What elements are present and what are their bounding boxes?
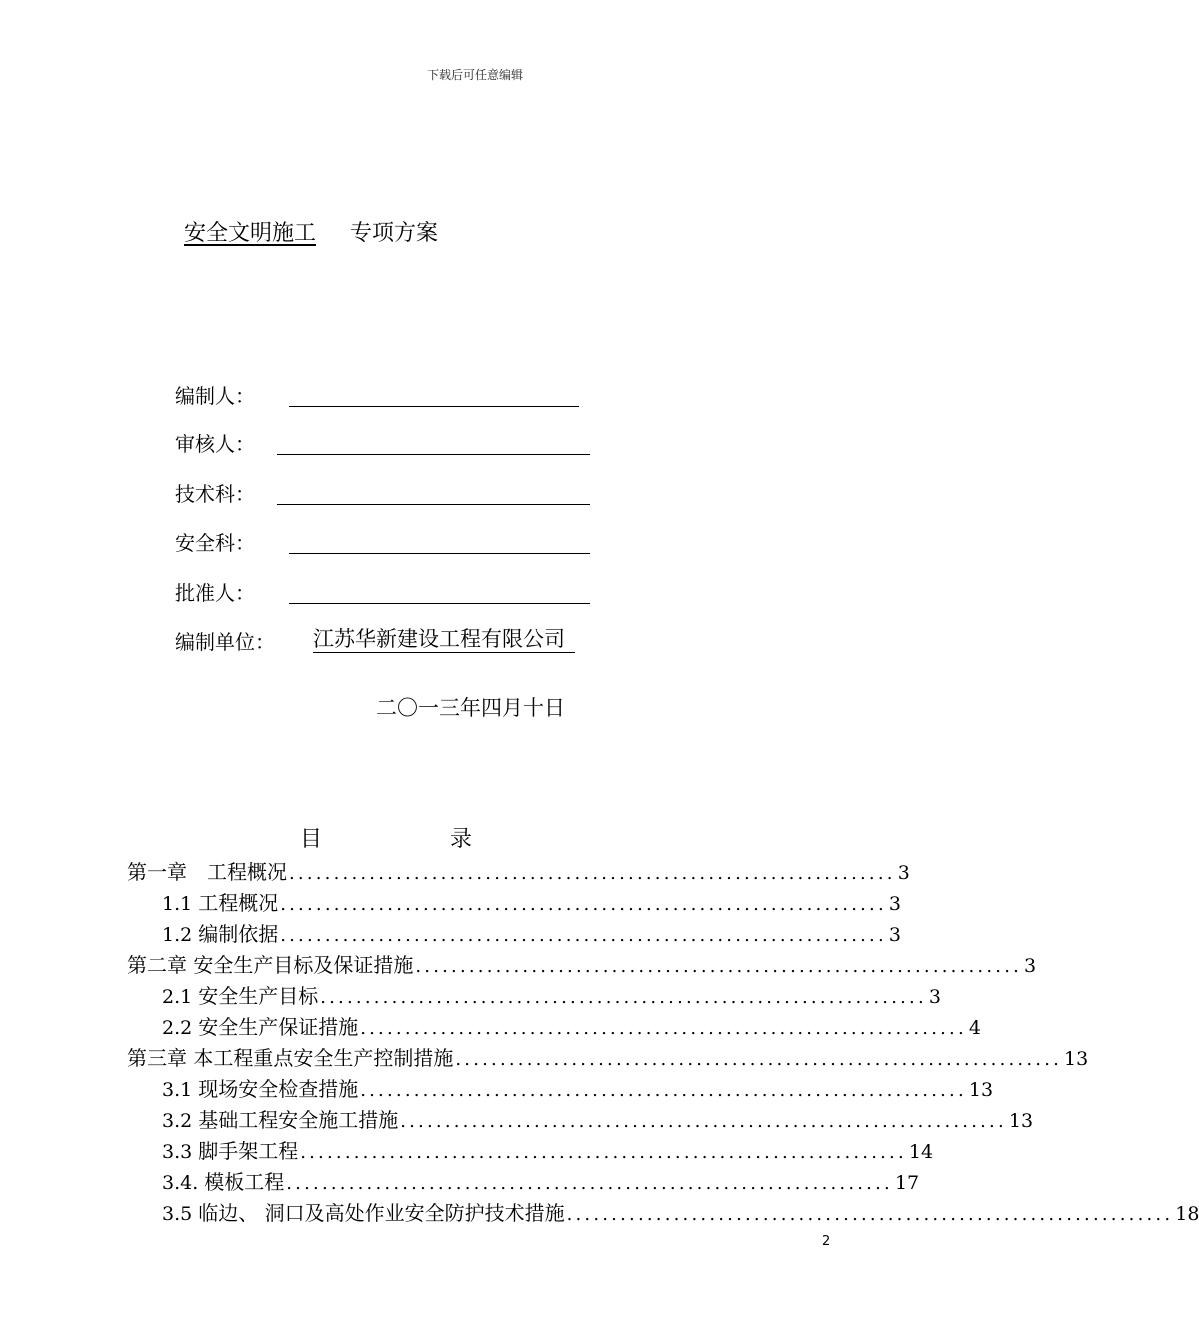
toc-leader: .................................................................... bbox=[415, 956, 1023, 977]
title-part-2: 专项方案 bbox=[350, 221, 439, 246]
toc-text: 脚手架工程 bbox=[198, 1139, 299, 1163]
toc-number: 3.3 bbox=[162, 1141, 193, 1163]
toc-text: 第一章 工程概况 bbox=[127, 860, 287, 884]
toc-leader: .................................................................... bbox=[280, 894, 887, 915]
signature-label: 安全科： bbox=[175, 531, 255, 555]
toc-page: 13 bbox=[968, 1079, 994, 1101]
toc-page: 13 bbox=[1008, 1110, 1034, 1132]
toc-entry[interactable] bbox=[127, 856, 910, 886]
toc-page: 4 bbox=[968, 1017, 981, 1039]
signature-line bbox=[289, 553, 590, 554]
toc-text: 基础工程安全施工措施 bbox=[198, 1108, 399, 1132]
toc-text: 现场安全检查措施 bbox=[198, 1077, 359, 1101]
page-header: 下载后可任意编辑 bbox=[426, 68, 523, 82]
toc-entry[interactable] bbox=[127, 949, 1037, 979]
toc-page: 13 bbox=[1064, 1048, 1089, 1070]
toc-leader: .................................................................... bbox=[280, 925, 887, 946]
unit-value: 江苏华新建设工程有限公司 bbox=[313, 626, 575, 653]
toc-page: 18 bbox=[1175, 1203, 1199, 1225]
toc-leader: .................................................................... bbox=[400, 1111, 1007, 1132]
toc-leader: .................................................................... bbox=[300, 1142, 907, 1163]
toc-leader: .................................................................... bbox=[289, 863, 896, 884]
toc-entry[interactable] bbox=[162, 1166, 920, 1196]
toc-page: 3 bbox=[888, 893, 901, 915]
toc-page: 17 bbox=[894, 1172, 920, 1194]
toc-text: 第三章 本工程重点安全生产控制措施 bbox=[127, 1046, 454, 1070]
toc-entry[interactable] bbox=[162, 980, 941, 1010]
toc-text: 安全生产目标 bbox=[198, 984, 319, 1008]
toc-title bbox=[300, 822, 472, 853]
signature-line bbox=[277, 504, 590, 505]
document-date: 二〇一三年四月十日 bbox=[376, 696, 565, 720]
toc-number: 3.5 bbox=[162, 1203, 193, 1225]
toc-text: 临边、 洞口及高处作业安全防护技术措施 bbox=[198, 1201, 565, 1225]
toc-page: 3 bbox=[1024, 955, 1037, 977]
toc-number: 3.1 bbox=[162, 1079, 193, 1101]
signature-label: 批准人： bbox=[175, 581, 255, 605]
unit-label: 编制单位： bbox=[175, 630, 275, 654]
signature-label: 技术科： bbox=[175, 482, 255, 506]
toc-entry[interactable] bbox=[162, 1197, 1199, 1227]
toc-page: 3 bbox=[928, 986, 941, 1008]
toc-page: 14 bbox=[908, 1141, 934, 1163]
toc-text: 模板工程 bbox=[204, 1170, 285, 1194]
signature-label: 审核人： bbox=[175, 432, 255, 456]
toc-title-right: 录 bbox=[450, 827, 473, 852]
toc-number: 1.2 bbox=[162, 924, 193, 946]
toc-number: 2.1 bbox=[162, 986, 193, 1008]
toc-entry[interactable] bbox=[162, 1073, 994, 1103]
toc-leader: .................................................................... bbox=[286, 1173, 893, 1194]
toc-text: 安全生产保证措施 bbox=[198, 1015, 359, 1039]
toc-page: 3 bbox=[897, 862, 910, 884]
toc-number: 2.2 bbox=[162, 1017, 193, 1039]
toc-entry[interactable] bbox=[162, 1135, 934, 1165]
toc-entry[interactable] bbox=[127, 1042, 1089, 1072]
signature-line bbox=[277, 454, 590, 455]
toc-page: 3 bbox=[888, 924, 901, 946]
toc-entry[interactable] bbox=[162, 887, 901, 917]
signature-line bbox=[289, 406, 579, 407]
title-part-1: 安全文明施工 bbox=[184, 221, 317, 246]
toc-title-left: 目 bbox=[300, 827, 323, 852]
signature-label: 编制人： bbox=[175, 384, 255, 408]
toc-leader: .................................................................... bbox=[360, 1018, 967, 1039]
toc-text: 第二章 安全生产目标及保证措施 bbox=[127, 953, 414, 977]
document-title bbox=[184, 216, 438, 247]
toc-entry[interactable] bbox=[162, 1104, 1034, 1134]
toc-number: 3.2 bbox=[162, 1110, 193, 1132]
toc-leader: .................................................................... bbox=[360, 1080, 967, 1101]
toc-entry[interactable] bbox=[162, 918, 901, 948]
toc-entry[interactable] bbox=[162, 1011, 981, 1041]
signature-line bbox=[289, 603, 590, 604]
toc-number: 3.4. bbox=[162, 1172, 199, 1194]
toc-text: 编制依据 bbox=[198, 922, 279, 946]
toc-leader: .................................................................... bbox=[320, 987, 927, 1008]
toc-leader: .................................................................... bbox=[566, 1204, 1174, 1225]
toc-number: 1.1 bbox=[162, 893, 193, 915]
toc-text: 工程概况 bbox=[198, 891, 279, 915]
toc-leader: .................................................................... bbox=[455, 1049, 1063, 1070]
page-number: 2 bbox=[822, 1234, 831, 1249]
